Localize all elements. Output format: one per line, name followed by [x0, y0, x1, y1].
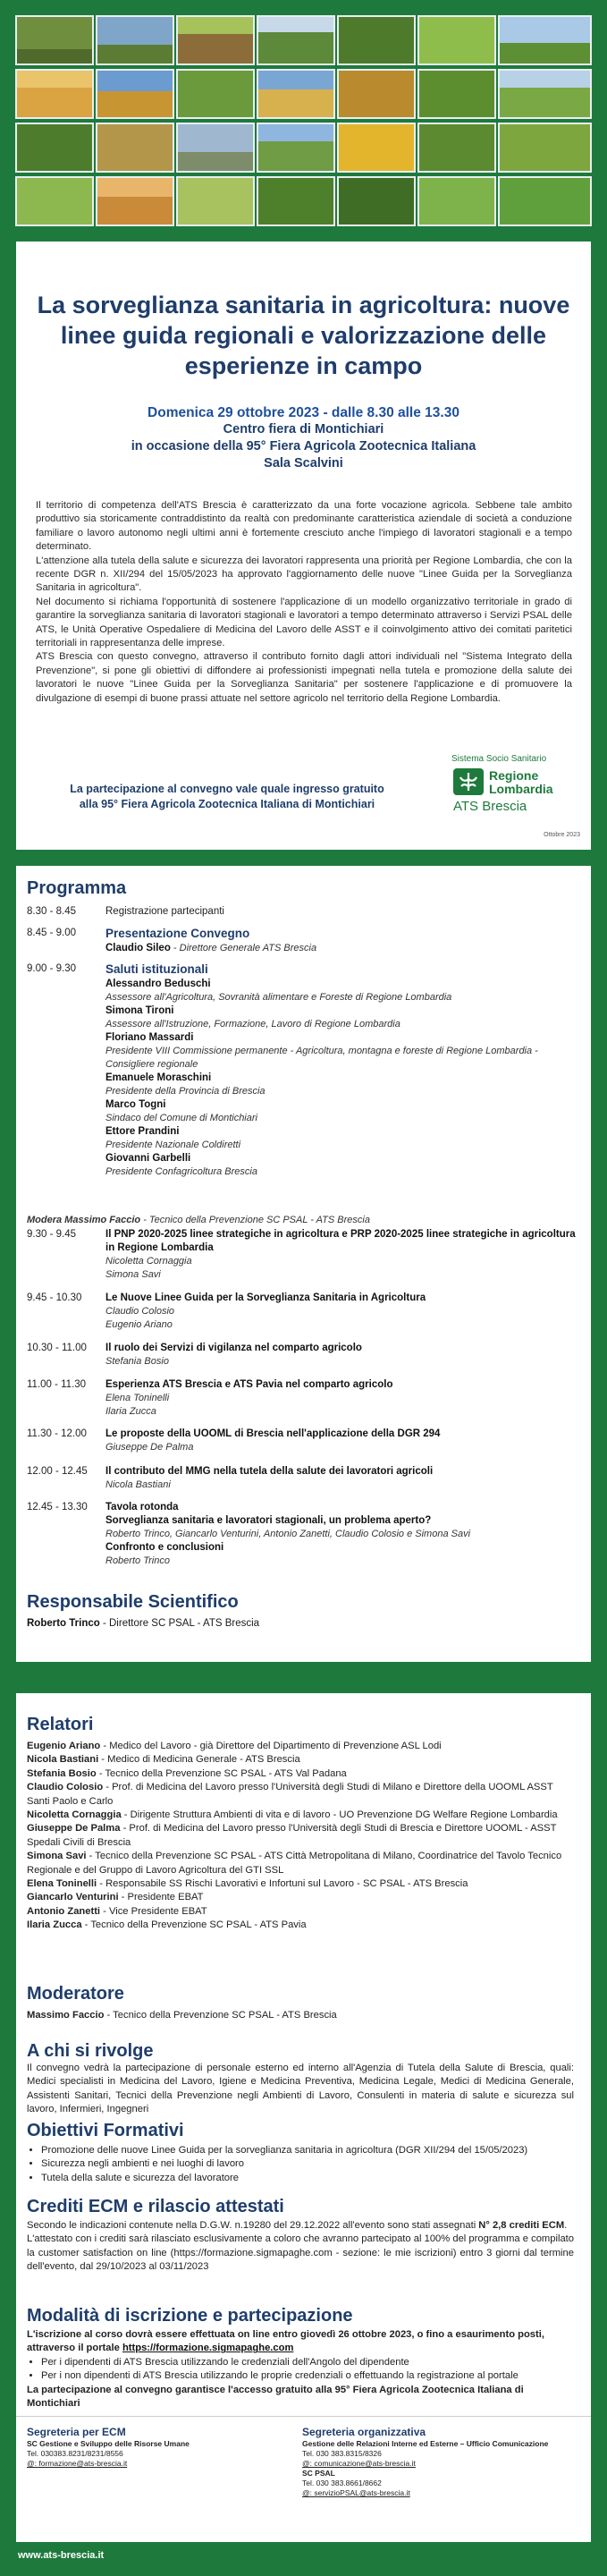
greeting-role: Presidente Confagricoltura Brescia	[105, 1166, 257, 1177]
intro-text	[36, 499, 572, 706]
program-item: Registrazione partecipanti	[105, 906, 224, 917]
a-chi-text: Il convegno vedrà la partecipazione di personale esterno ed interno all'Agenzia di Tutela della Salute di Brescia, quali: Medici specialisti in Medicina del Lavoro, Igiene e Medicina Preventiva, Medicina Legale, Medici di Medicina Generale, Assistenti Sanitari, Tecnici della Prevenzione negli Ambienti di Lavoro, Consulenti in materia di salute e sicurezza sul lavoro, Infermieri, Ingegneri	[27, 2063, 574, 2115]
photo-vineyard	[338, 16, 415, 64]
logo-system-label: Sistema Socio Sanitario	[451, 754, 547, 764]
responsabile-line	[27, 1617, 602, 1631]
talk-title: Le proposte della UOOML di Brescia nell'applicazione della DGR 294	[105, 1428, 441, 1439]
photo-green-rows	[418, 70, 495, 118]
divider	[16, 2416, 591, 2417]
ecm-credits: N° 2,8 crediti ECM	[478, 2220, 565, 2231]
relatori-title: Relatori	[27, 1715, 94, 1734]
program-time: 12.45 - 13.30	[27, 1502, 88, 1513]
event-room: Sala Scalvini	[264, 456, 343, 470]
greeting-name: Emanuele Moraschini	[105, 1072, 212, 1083]
relatore	[27, 1919, 574, 1932]
program-time: 11.00 - 11.30	[27, 1379, 87, 1390]
relatore-role: - Responsabile SS Rischi Lavorativi e Infortuni sul Lavoro - SC PSAL - ATS Brescia	[97, 1878, 468, 1890]
segreteria-org-email[interactable]: @: comunicazione@ats-brescia.it	[302, 2459, 416, 2468]
relatore	[27, 1781, 574, 1809]
relatore-role: - Medico di Medicina Generale - ATS Brescia	[98, 1754, 300, 1766]
logo-region	[489, 769, 553, 796]
greeting-role: Presidente Nazionale Coldiretti	[105, 1140, 241, 1150]
program-item	[105, 1378, 579, 1419]
moderatore-title: Moderatore	[27, 1984, 124, 2004]
relatore-role: - Tecnico della Prevenzione SC PSAL - ATS Pavia	[81, 1919, 307, 1931]
talk-title: Il ruolo dei Servizi di vigilanza nel comparto agricolo	[105, 1343, 362, 1353]
ats-brescia-logo	[451, 754, 577, 817]
intro-paragraph: ATS Brescia con questo convegno, attraverso il contributo fornito dagli attori individuali nel "Sistema Integrato della Prevenzione", si pone gli obiettivi di diffondere ai professionisti impegnati nella tutela e promozione della salute dei lavoratori le nuove "Linee Guida per la Sorveglianza Sanitaria" per sostenere l'applicazione e di promuovere la divulgazione di esempi di buone prassi attuate nel settore agricolo nel territorio della Regione Lombardia.	[36, 651, 572, 704]
talk-speaker: Stefania Bosio	[105, 1356, 169, 1367]
program-time: 12.00 - 12.45	[27, 1466, 88, 1477]
talk-speaker: Roberto Trinco, Giancarlo Venturini, Antonio Zanetti, Claudio Colosio e Simona Savi	[105, 1529, 471, 1539]
program-speaker-role: - Direttore Generale ATS Brescia	[170, 943, 317, 953]
moderator-line	[27, 1214, 602, 1227]
talk-speaker: Ilaria Zucca	[105, 1406, 156, 1417]
greeting-role: Sindaco del Comune di Montichiari	[105, 1113, 257, 1123]
talk-speaker: Nicoletta Cornaggia	[105, 1256, 192, 1267]
event-date: Domenica 29 ottobre 2023 - dalle 8.30 alle 13.30	[148, 405, 459, 420]
greeting-role: Presidente della Provincia di Brescia	[105, 1086, 266, 1097]
moderator-label: Modera Massimo Faccio	[27, 1215, 141, 1225]
photo-mown-field	[177, 177, 254, 225]
iscrizione-lead: L'iscrizione al corso dovrà essere effettuata on line entro giovedì 26 ottobre 2023, o fino a esaurimento posti, attraverso il portale	[27, 2329, 544, 2354]
talk-title: Il PNP 2020-2025 linee strategiche in agricoltura e PRP 2020-2025 linee strategiche in agricoltura in Regione Lombardia	[105, 1229, 576, 1253]
program-time: 8.45 - 9.00	[27, 928, 76, 938]
page-title: La sorveglianza sanitaria in agricoltura: nuove linee guida regionali e valorizzazione delle esperienze in campo	[37, 292, 570, 379]
segreteria-org-title: Segreteria organizzativa	[302, 2426, 426, 2438]
relatore	[27, 1850, 574, 1877]
event-venue: Centro fiera di Montichiari	[223, 422, 384, 436]
segreteria-ecm-email[interactable]: @: formazione@ats-brescia.it	[27, 2459, 128, 2468]
relatore-name: Stefania Bosio	[27, 1767, 97, 1779]
responsabile-title: Responsabile Scientifico	[27, 1592, 239, 1612]
relatore-name: Antonio Zanetti	[27, 1905, 101, 1917]
iscrizione-item: • Per i non dipendenti di ATS Brescia utilizzando le proprie credenziali o effettuando la registrazione al portale	[41, 2369, 574, 2383]
talk-title: Le Nuove Linee Guida per la Sorveglianza Sanitaria in Agricoltura	[105, 1292, 426, 1303]
segreteria-ecm	[27, 2425, 295, 2469]
portal-link[interactable]: https://formazione.sigmapaghe.com	[122, 2343, 294, 2354]
photo-sunflowers	[338, 123, 415, 172]
segreteria-org-line: Gestione delle Relazioni Interne ed Esterne – Ufficio Comunicazione	[302, 2439, 549, 2448]
program-panel	[16, 866, 591, 1662]
greeting-name: Ettore Prandini	[105, 1126, 180, 1137]
segreteria-org	[302, 2425, 579, 2498]
greeting-name: Floriano Massardi	[105, 1032, 194, 1043]
ecm-text-3: L'attestato con i crediti sarà rilasciato esclusivamente a coloro che avranno partecipato al 100% del programma e compilato la customer satisfaction on line (https://formazione.sigmapaghe.com - sezione: le mie iscrizioni) entro 3 giorni dal termine dell'evento, dal 29/10/2023 al 03/11/2023	[27, 2233, 574, 2273]
relatore-role: - Tecnico della Prevenzione SC PSAL - ATS Città Metropolitana di Milano, Coordinatrice del Tavolo Tecnico Regionale e del Gruppo di Lavoro Agricoltura del GTI SSL	[27, 1851, 562, 1876]
photo-green-field	[499, 177, 591, 225]
segreteria-org-line: SC PSAL	[302, 2469, 335, 2478]
program-item-title: Saluti istituzionali	[105, 962, 208, 976]
iscrizione-title: Modalità di iscrizione e partecipazione	[27, 2306, 353, 2326]
relatore-name: Giancarlo Venturini	[27, 1892, 119, 1903]
relatore	[27, 1740, 574, 1753]
talk-speaker: Elena Toninelli	[105, 1393, 170, 1403]
intro-paragraph: Nel documento si richiama l'opportunità di sostenere l'applicazione di un modello organizzativo territoriale in grado di garantire la sorveglianza sanitaria di lavoratori stagionali e lavoratori a tempo determinato attraverso i Servizi PSAL delle ATS, le Unità Operative Ospedaliere di Medicina del Lavoro delle ASST e il coinvolgimento attivo dei comitati paritetici territoriali in rappresentanza delle imprese.	[36, 596, 572, 649]
iscrizione-text	[27, 2328, 574, 2411]
program-speaker: Claudio Sileo	[105, 943, 171, 953]
photo-mosaic-header	[0, 0, 607, 234]
regione-lombardia-emblem-icon	[453, 768, 484, 795]
ecm-title: Crediti ECM e rilascio attestati	[27, 2197, 284, 2216]
relatore-role: - Prof. di Medicina del Lavoro presso l'Università degli Studi di Milano e Direttore della UOOML ASST Santi Paolo e Carlo	[27, 1782, 553, 1807]
obiettivo-item: • Sicurezza negli ambienti e nei luoghi di lavoro	[41, 2157, 568, 2171]
talk-speaker: Claudio Colosio	[105, 1306, 175, 1317]
program-item	[105, 1342, 579, 1368]
details-panel	[16, 1693, 591, 2542]
program-item-title: Presentazione Convegno	[105, 927, 250, 940]
photo-sprouts	[418, 123, 495, 172]
a-chi-title: A chi si rivolge	[27, 2041, 154, 2061]
greeting-role: Assessore all'Istruzione, Formazione, Lavoro di Regione Lombardia	[105, 1019, 400, 1030]
program-time: 9.00 - 9.30	[27, 963, 76, 974]
program-time: 8.30 - 8.45	[27, 906, 76, 917]
program-time: 9.30 - 9.45	[27, 1229, 76, 1240]
talk-speaker: Roberto Trinco	[105, 1555, 170, 1566]
mosaic-photos	[16, 16, 591, 225]
photo-meadow	[418, 177, 495, 225]
relatore-role: - Dirigente Struttura Ambienti di vita e di lavoro - UO Prevenzione DG Welfare Regione Lombardia	[121, 1809, 558, 1821]
relatore-role: - Tecnico della Prevenzione SC PSAL - ATS Val Padana	[96, 1767, 347, 1779]
relatore-role: - Vice Presidente EBAT	[100, 1905, 207, 1917]
greeting-name: Giovanni Garbelli	[105, 1153, 191, 1164]
greeting-role: Assessore all'Agricoltura, Sovranità alimentare e Foreste di Regione Lombardia	[105, 992, 452, 1003]
program-item	[105, 1292, 579, 1332]
logo-ats: ATS Brescia	[453, 799, 527, 814]
photo-plants	[338, 177, 415, 225]
responsabile-name: Roberto Trinco	[27, 1618, 100, 1629]
logo-region-line: Regione	[489, 768, 539, 783]
program-time: 11.30 - 12.00	[27, 1428, 87, 1439]
version-label: Ottobre 2023	[544, 832, 580, 838]
relatore-role: - Presidente EBAT	[118, 1892, 204, 1903]
segreteria-org-line: Tel. 030 383.8661/8662	[302, 2479, 382, 2487]
talk-subtitle: Sorveglianza sanitaria e lavoratori stagionali, un problema aperto?	[105, 1515, 432, 1526]
relatore-name: Ilaria Zucca	[27, 1919, 82, 1931]
relatore-name: Claudio Colosio	[27, 1782, 104, 1793]
moderatore-line	[27, 2009, 568, 2022]
program-item	[105, 1228, 579, 1282]
relatore-name: Giuseppe De Palma	[27, 1823, 121, 1835]
intro-paragraph: Il territorio di competenza dell'ATS Brescia è caratterizzato da una forte vocazione agricola. Sebbene tale ambito produttivo sia storicamente contraddistinto da realtà con predominante caratteristica aziendale di società a conduzione familiare o lavoro autonomo negli ultimi anni è fortemente cresciuto anche l'impiego di lavoratori stagionali e a tempo determinato.	[36, 500, 572, 553]
logo-region-line: Lombardia	[489, 782, 553, 796]
program-time: 10.30 - 11.00	[27, 1343, 87, 1353]
talk-title: Tavola rotonda	[105, 1502, 179, 1513]
talk-speaker: Giuseppe De Palma	[105, 1442, 194, 1453]
relatore	[27, 1891, 574, 1904]
talk-speaker: Nicola Bastiani	[105, 1479, 171, 1490]
talk-closing: Confronto e conclusioni	[105, 1542, 224, 1553]
greeting-name: Marco Togni	[105, 1099, 166, 1110]
free-entry-line: La partecipazione al convegno vale quale ingresso gratuito	[70, 783, 384, 795]
intro-paragraph: L'attenzione alla tutela della salute e sicurezza dei lavoratori rappresenta una priorità per Regione Lombardia, che con la recente DGR n. XII/294 del 15/05/2023 ha approvato l'aggiornamento delle nuove "Linee Guida per la Sorveglianza Sanitaria in agricoltura".	[36, 555, 572, 594]
moderatore-role: - Tecnico della Prevenzione SC PSAL - ATS Brescia	[104, 2010, 337, 2021]
free-entry-line: alla 95° Fiera Agricola Zootecnica Italiana di Montichiari	[79, 798, 375, 810]
event-occasion: in occasione della 95° Fiera Agricola Zootecnica Italiana	[131, 439, 476, 453]
segreteria-ecm-line: SC Gestione e Sviluppo delle Risorse Umane	[27, 2439, 190, 2448]
photo-orchard	[16, 123, 93, 172]
intro-panel	[16, 242, 591, 850]
photo-corn	[257, 177, 334, 225]
relatore-name: Nicola Bastiani	[27, 1754, 99, 1766]
relatore	[27, 1767, 574, 1781]
photo-lettuce	[418, 16, 495, 64]
obiettivo-item: • Promozione delle nuove Linee Guida per la sorveglianza sanitaria in agricoltura (DGR XII/294 del 15/05/2023)	[41, 2144, 568, 2157]
iscrizione-item: • Per i dipendenti di ATS Brescia utilizzando le credenziali dell'Angolo del dipendente	[41, 2356, 574, 2369]
ecm-text-1: Secondo le indicazioni contenute nella D.G.W. n.19280 del 29.12.2022 all'evento sono stati assegnati	[27, 2220, 479, 2231]
obiettivi-title: Obiettivi Formativi	[27, 2121, 184, 2140]
footer-website-link[interactable]: www.ats-brescia.it	[18, 2550, 105, 2561]
program-item	[105, 1465, 579, 1492]
moderatore-name: Massimo Faccio	[27, 2010, 105, 2021]
moderator-role: - Tecnico della Prevenzione SC PSAL - ATS Brescia	[140, 1215, 370, 1225]
relatore	[27, 1809, 574, 1822]
ecm-text	[27, 2219, 574, 2275]
relatore-name: Simona Savi	[27, 1851, 87, 1862]
ecm-text-2: .	[564, 2220, 568, 2231]
photo-rice	[16, 177, 93, 225]
segreteria-org-line: Tel. 030 383.8315/8326	[302, 2449, 382, 2458]
relatore	[27, 1877, 574, 1891]
program-time: 9.45 - 10.30	[27, 1292, 82, 1303]
relatore-name: Elena Toninelli	[27, 1878, 97, 1890]
program-item	[105, 962, 579, 1179]
greeting-name: Simona Tironi	[105, 1005, 174, 1016]
segreteria-ecm-line: Tel. 030383.8231/8231/8556	[27, 2449, 123, 2458]
program-title: Programma	[27, 878, 127, 898]
photo-mosaic	[0, 0, 607, 234]
photo-cabbage	[177, 70, 254, 118]
talk-title: Il contributo del MMG nella tutela della salute dei lavoratori agricoli	[105, 1466, 434, 1477]
program-item	[105, 927, 579, 955]
greeting-name: Alessandro Beduschi	[105, 979, 211, 989]
iscrizione-final: La partecipazione al convegno garantisce l'accesso gratuito alla 95° Fiera Agricola Zootecnica Italiana di Montichiari	[27, 2384, 524, 2410]
photo-hay	[97, 123, 173, 172]
photo-tractor-red	[499, 123, 591, 172]
greeting-role: Presidente VIII Commissione permanente - Agricoltura, montagna e foreste di Regione Lombardia - Consigliere regionale	[105, 1046, 538, 1070]
photo-barley	[338, 70, 415, 118]
relatore-role: - Medico del Lavoro - già Direttore del Dipartimento di Prevenzione ASL Lodi	[100, 1741, 442, 1751]
relatore	[27, 1905, 574, 1919]
program-item	[105, 1501, 579, 1568]
talk-title: Esperienza ATS Brescia e ATS Pavia nel comparto agricolo	[105, 1379, 393, 1390]
relatore-role: - Prof. di Medicina del Lavoro presso l'Università degli Studi di Brescia e Direttore UOOML - ASST Spedali Civili di Brescia	[27, 1823, 557, 1848]
relatore	[27, 1753, 574, 1767]
responsabile-role: - Direttore SC PSAL - ATS Brescia	[99, 1618, 260, 1629]
relatore-name: Nicoletta Cornaggia	[27, 1809, 122, 1821]
obiettivi-list	[27, 2144, 568, 2185]
relatore-name: Eugenio Ariano	[27, 1741, 101, 1751]
program-item	[105, 1428, 579, 1454]
talk-speaker: Eugenio Ariano	[105, 1319, 173, 1330]
talk-speaker: Simona Savi	[105, 1269, 161, 1280]
segreteria-org-email[interactable]: @: servizioPSAL@ats-brescia.it	[302, 2488, 410, 2497]
relatori-list	[27, 1740, 574, 1933]
segreteria-ecm-title: Segreteria per ECM	[27, 2426, 126, 2438]
event-info	[16, 404, 591, 472]
relatore	[27, 1822, 574, 1850]
free-entry-note	[48, 782, 406, 812]
obiettivo-item: • Tutela della salute e sicurezza del lavoratore	[41, 2172, 568, 2185]
